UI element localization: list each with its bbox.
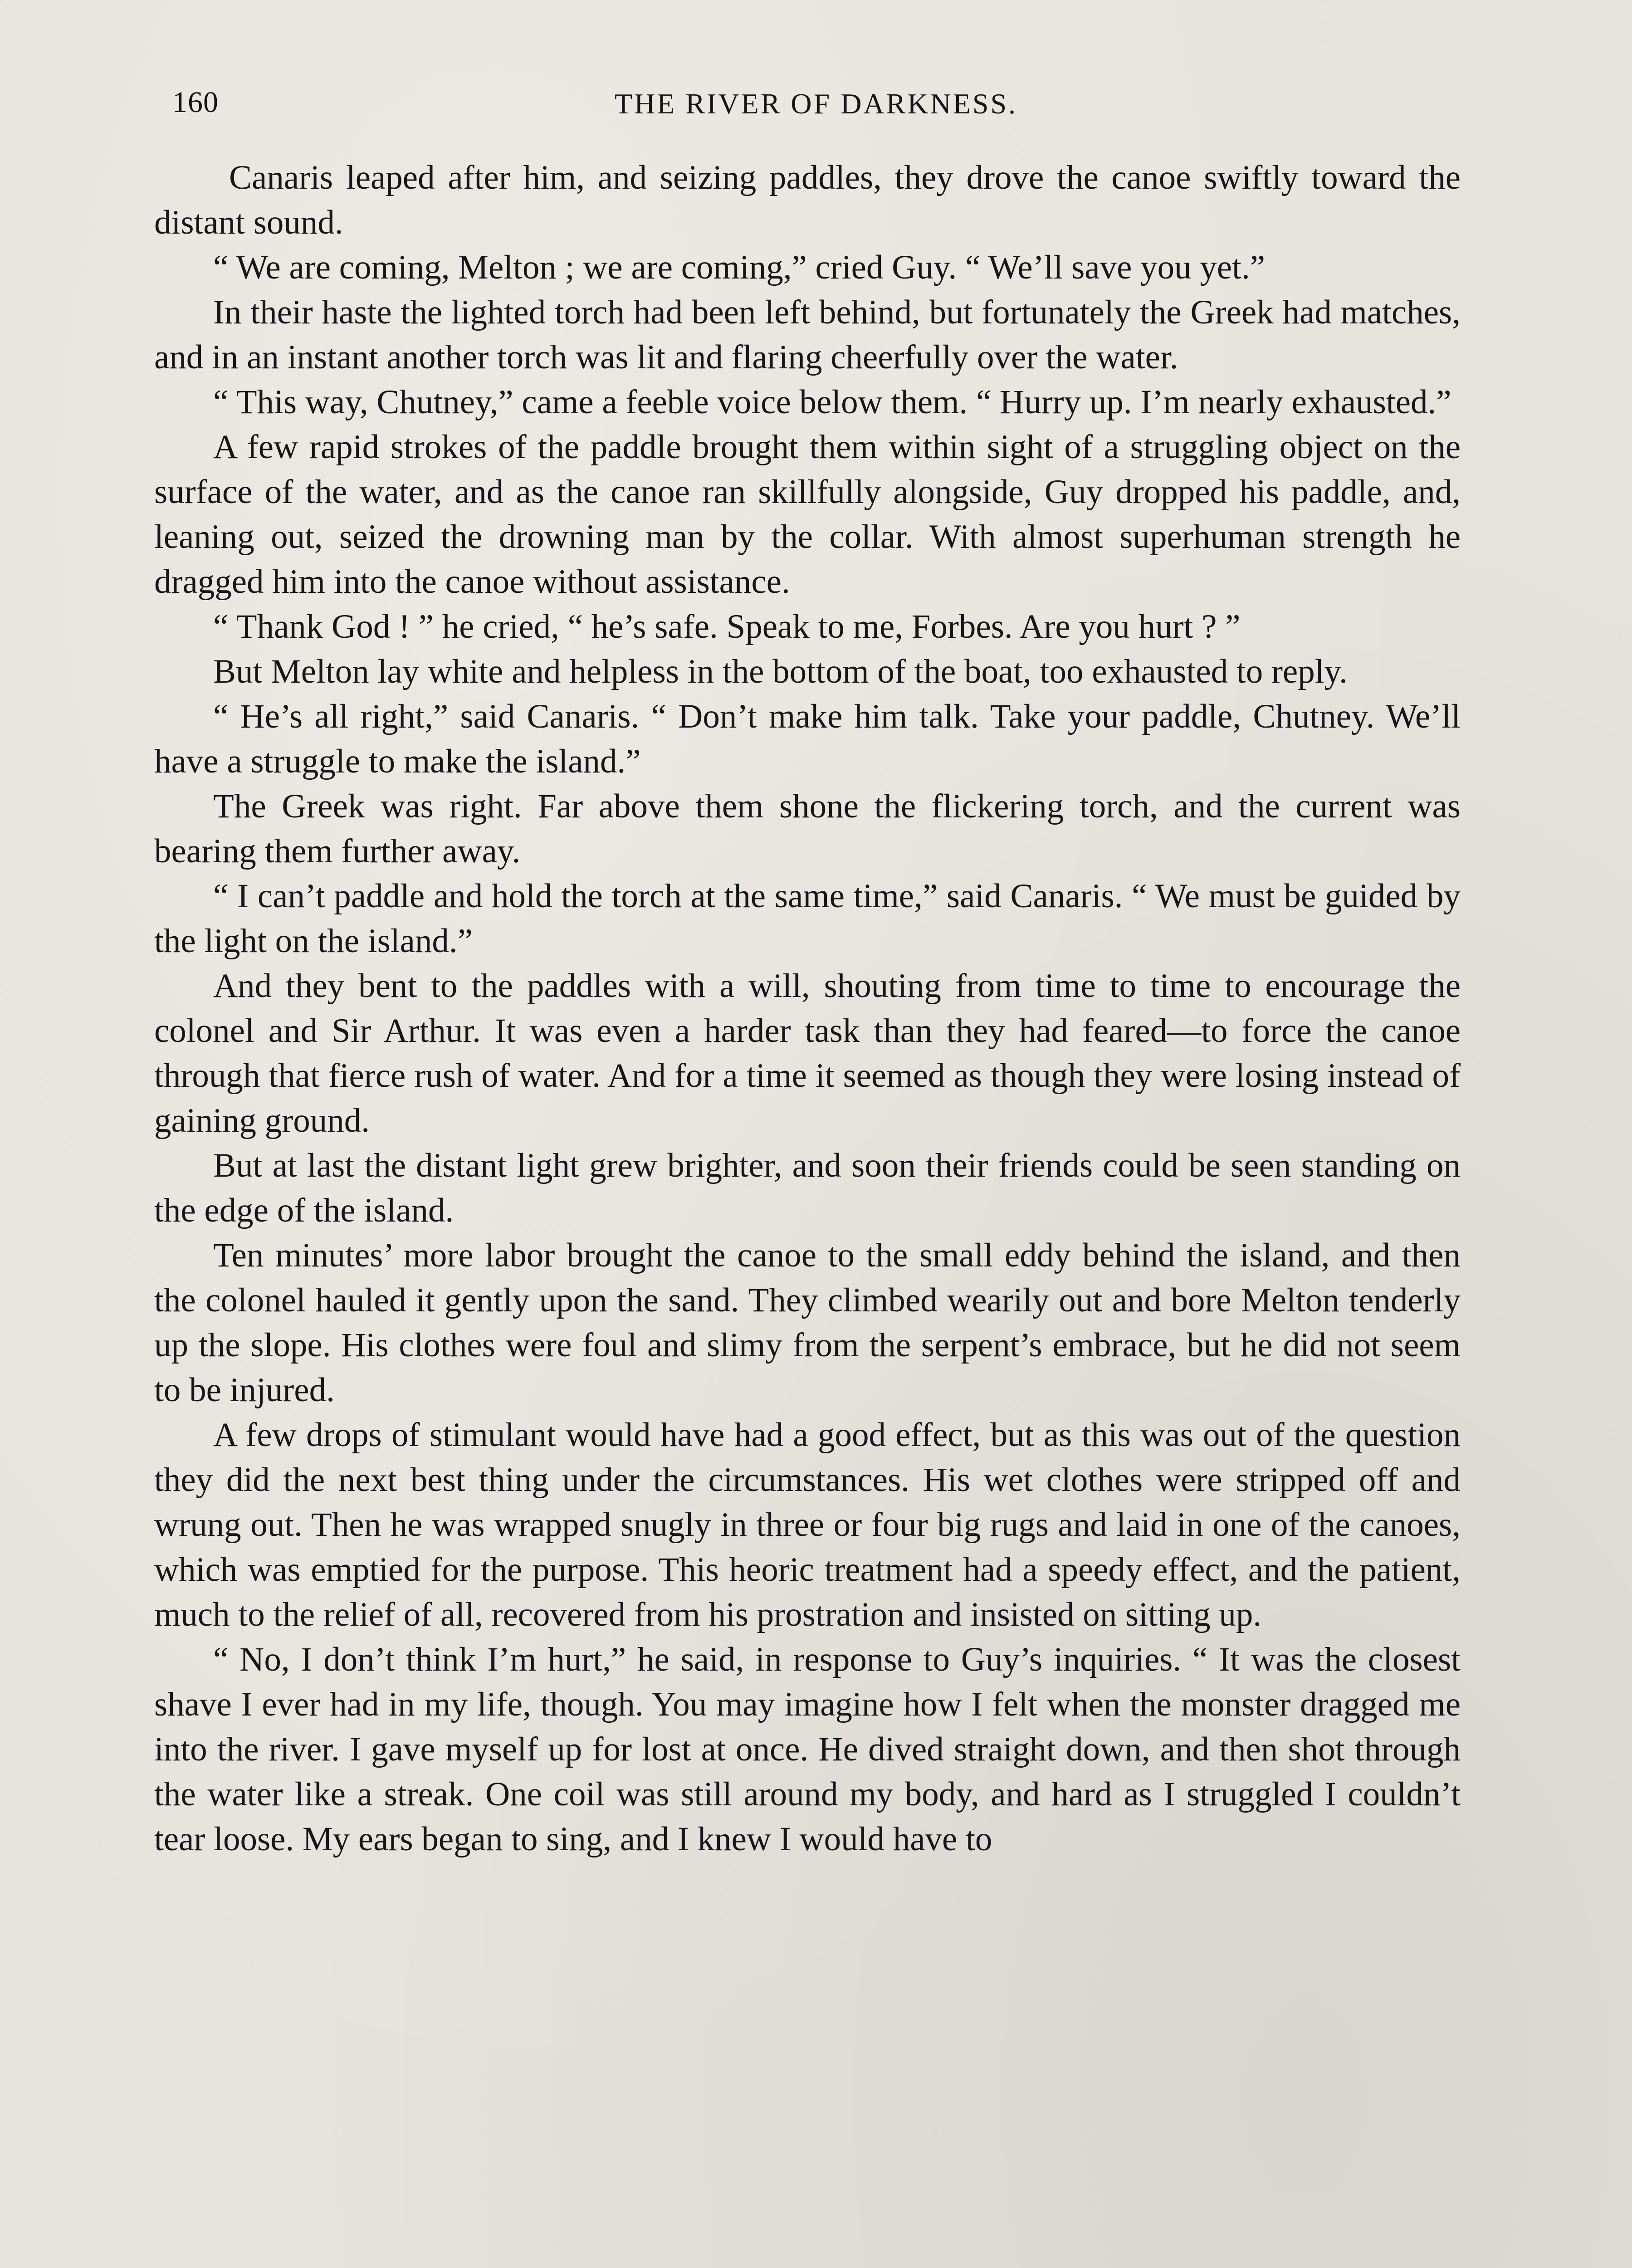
paragraph: “ This way, Chutney,” came a feeble voice below them. “ Hurry up. I’m nearly exhausted.” [213,383,1451,421]
paragraph: “ I can’t paddle and hold the torch at the same time,” said Canaris. “ We must be guided by the light on the island.” [154,877,1461,960]
paragraph: The Greek was right. Far above them shone the flickering torch, and the current was bearing them further away. [154,787,1461,870]
paragraph: “ Thank God ! ” he cried, “ he’s safe. Speak to me, Forbes. Are you hurt ? ” [213,608,1241,645]
paragraph: And they bent to the paddles with a will, shouting from time to time to encourage the colonel and Sir Arthur. It was even a harder task than they had feared—to force the canoe through that fierce rush of water. And for a time it seemed as though they were losing instead of gaining ground. [154,967,1461,1139]
body-text [154,155,1461,1862]
paragraph: Canaris leaped after him, and seizing paddles, they drove the canoe swiftly toward the distant sound. [154,159,1461,241]
paragraph: “ No, I don’t think I’m hurt,” he said, in response to Guy’s inquiries. “ It was the closest shave I ever had in my life, though. You may imagine how I felt when the monster dragged me into the river. I gave myself up for lost at once. He dived straight down, and then shot through the water like a streak. One coil was still around my body, and hard as I struggled I couldn’t tear loose. My ears began to sing, and I knew I would have to [154,1641,1461,1858]
paragraph: “ We are coming, Melton ; we are coming,” cried Guy. “ We’ll save you yet.” [213,249,1266,286]
paragraph: But Melton lay white and helpless in the bottom of the boat, too exhausted to reply. [213,653,1348,690]
paragraph: A few rapid strokes of the paddle brought them within sight of a struggling object on the surface of the water, and as the canoe ran skillfully alongside, Guy dropped his paddle, and, leaning out, seized the drowning man by the collar. With almost superhuman strength he dragged him into the canoe without assistance. [154,428,1461,601]
paragraph: “ He’s all right,” said Canaris. “ Don’t make him talk. Take your paddle, Chutney. We’ll have a struggle to make the island.” [154,698,1461,780]
page-header [163,81,1469,131]
paragraph: A few drops of stimulant would have had a good effect, but as this was out of the question they did the next best thing under the circumstances. His wet clothes were stripped off and wrung out. Then he was wrapped snugly in three or four big rugs and laid in one of the canoes, which was emptied for the purpose. This heoric treatment had a speedy effect, and the patient, much to the relief of all, recovered from his prostration and insisted on sitting up. [154,1416,1461,1633]
page-number: 160 [172,86,219,119]
paragraph: In their haste the lighted torch had been left behind, but fortunately the Greek had matches, and in an instant another torch was lit and flaring cheerfully over the water. [154,293,1461,376]
running-title: THE RIVER OF DARKNESS. [614,88,1018,120]
paragraph: But at last the distant light grew brighter, and soon their friends could be seen standing on the edge of the island. [154,1147,1461,1229]
paragraph: Ten minutes’ more labor brought the canoe to the small eddy behind the island, and then the colonel hauled it gently upon the sand. They climbed wearily out and bore Melton tenderly up the slope. His clothes were foul and slimy from the serpent’s embrace, but he did not seem to be injured. [154,1237,1461,1409]
